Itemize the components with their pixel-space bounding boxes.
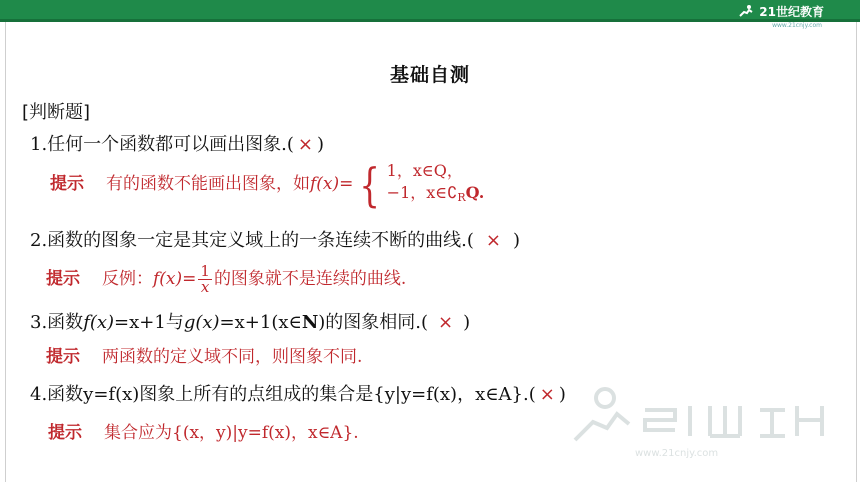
svg-text:www.21cnjy.com: www.21cnjy.com [635,448,719,459]
hint-4 [48,418,359,443]
question-1-text: 1.任何一个函数都可以画出图象.( [30,134,294,155]
question-4-close: ) [558,384,566,405]
hint-1-fx: f(x)= [310,174,354,194]
hint-2-post: 的图象就不是连续的曲线. [213,269,407,289]
answer-3-mark: × [438,312,454,333]
fraction-num: 1 [200,262,210,280]
q3-f: f(x) [83,312,115,333]
hint-2 [46,264,406,295]
section-label: [判断题] [22,102,91,123]
logo-url: www.21cnjy.com [772,22,822,29]
hint-3 [46,342,362,367]
q3-a: 3.函数 [30,312,84,333]
q3-d: )的图象相同.( [318,312,429,333]
fraction-den: x [200,278,210,296]
q3-b: =x+1与 [114,312,184,333]
hint-2-pre: 反例： [102,269,153,289]
fraction [198,264,212,295]
piecewise-def [353,157,485,212]
question-4 [30,380,566,406]
question-1 [30,130,324,156]
question-2-text: 2.函数的图象一定是其定义域上的一条连续不断的曲线.( [30,230,474,251]
question-2-close: ) [513,230,521,251]
q3-N: N [301,312,319,333]
q3-g: g(x) [183,312,220,333]
logo-text: 21世纪教育 [759,4,824,19]
q3-c: =x+1(x∈ [219,312,302,333]
hint-2-fx: f(x)= [153,269,197,289]
answer-1-mark: × [297,134,314,155]
case-2: −1，$x\in∁_RQ$. [386,183,485,204]
hint-1 [50,157,485,212]
header-bar [0,0,860,22]
page-title: 基础自测 [389,64,470,86]
question-4-text: 4.函数y=f(x)图象上所有的点组成的集合是{y|y=f(x)，x∈A}.( [30,384,536,405]
watermark-logo-icon [565,380,835,460]
hint-4-tag: 提示 [48,423,82,443]
answer-2-mark: × [485,230,502,251]
question-3 [30,308,470,334]
runner-logo-icon [737,4,755,18]
question-1-close: ) [317,134,325,155]
brace-glyph: { [359,157,381,212]
answer-4-mark: × [539,384,555,405]
q3-close: ) [463,312,471,333]
hint-4-text: 集合应为{(x，y)|y=f(x)，x∈A}. [104,423,359,443]
case-1: 1，x∈Q， [386,161,463,180]
hint-1-text: 有的函数不能画出图象，如 [106,174,310,194]
hint-3-tag: 提示 [46,347,80,367]
cases [387,160,485,209]
hint-2-tag: 提示 [46,269,80,289]
hint-1-tag: 提示 [50,174,84,194]
hint-3-text: 两函数的定义域不同，则图象不同. [102,347,363,367]
question-2 [30,226,520,252]
brand-logo [737,2,824,20]
